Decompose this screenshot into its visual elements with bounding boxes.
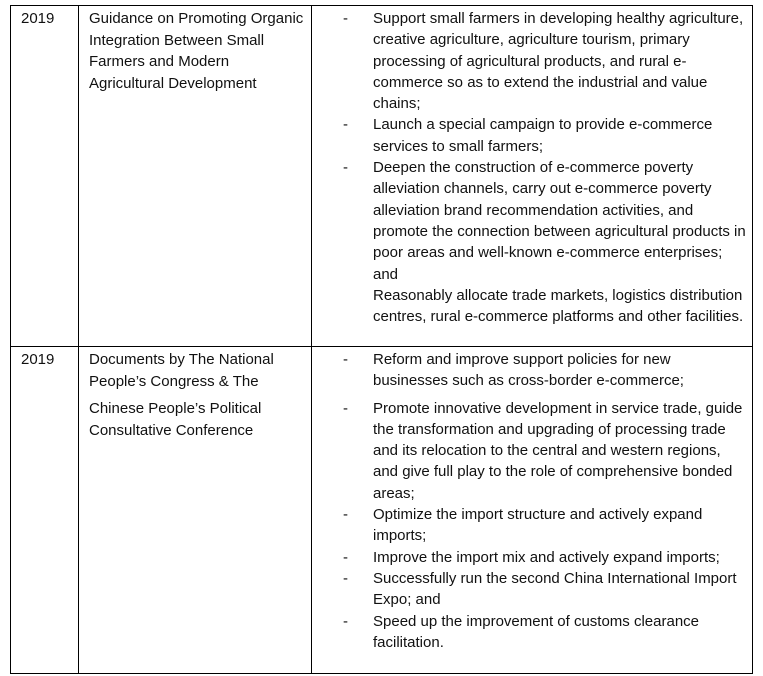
measures-list — [312, 6, 752, 329]
measure-item: - Launch a special campaign to provide e-commerce services to small farmers; — [343, 116, 713, 155]
measure-item: - Speed up the improvement of customs clearance facilitation. — [343, 612, 700, 651]
year-cell — [11, 6, 79, 347]
measure-item: - Improve the import mix and actively expand imports; — [343, 548, 720, 566]
document-title: Guidance on Promoting Organic Integration Between Small Farmers and Modern Agricultural Development — [89, 10, 304, 92]
measures-list — [312, 347, 752, 655]
policy-table — [10, 5, 753, 674]
document-cell — [79, 347, 312, 674]
measures-cell — [312, 6, 753, 347]
measure-item: Reasonably allocate trade markets, logistics distribution centres, rural e-commerce platforms and other facilities. — [373, 286, 744, 326]
measure-item: - Support small farmers in developing healthy agriculture, creative agriculture, agriculture tourism, primary processing of agricultural products, and rural e-commerce so as to extend the industrial and value chains; — [343, 10, 744, 113]
document-title-continued: Chinese People’s Political Consultative Conference — [89, 400, 262, 439]
measure-item: - Successfully run the second China International Import Expo; and — [343, 569, 737, 609]
year-text: 2019 — [21, 10, 55, 27]
measure-item: - Reform and improve support policies for new businesses such as cross-border e-commerce; — [343, 351, 684, 390]
document-title: Documents by The National People’s Congress & The — [89, 351, 274, 390]
year-cell — [11, 347, 79, 674]
measure-item: - Promote innovative development in service trade, guide the transformation and upgrading of processing trade and its relocation to the central and western regions, and give full play to the role of comprehensive bonded areas; — [343, 399, 743, 502]
table-row — [11, 6, 753, 347]
document-cell — [79, 6, 312, 347]
measure-item: - Optimize the import structure and actively expand imports; — [343, 506, 703, 545]
measures-cell — [312, 347, 753, 674]
year-text: 2019 — [21, 351, 55, 368]
table-row — [11, 347, 753, 674]
measure-item: - Deepen the construction of e-commerce poverty alleviation channels, carry out e-commerce poverty alleviation brand recommendation activities, and promote the connection between agricultural products in poor areas and well-known e-commerce enterprises; and — [343, 159, 746, 283]
